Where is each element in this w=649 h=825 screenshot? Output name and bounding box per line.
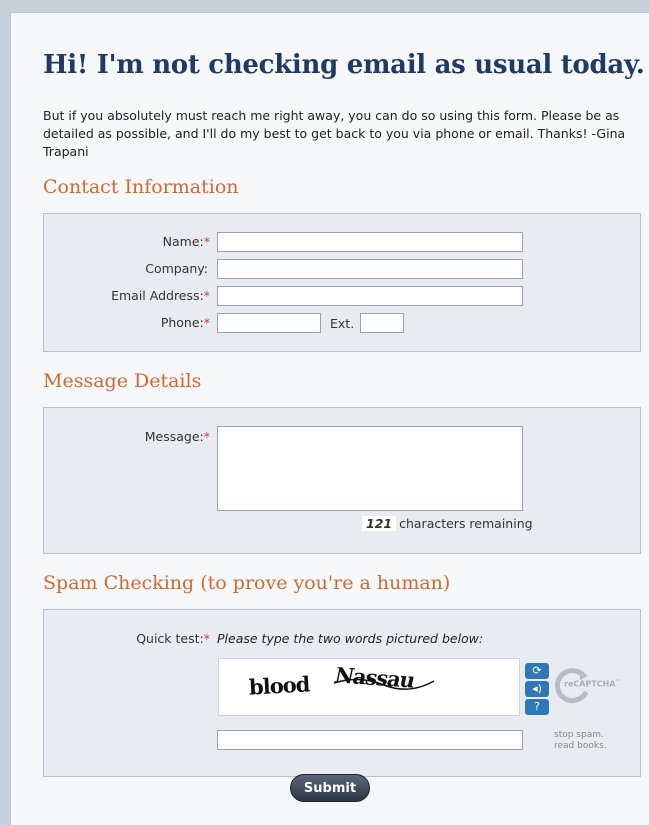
name-label: Name:* [162,234,210,249]
message-section-title: Message Details [43,370,202,392]
page-title: Hi! I'm not checking email as usual today. [43,50,645,80]
captcha-word-2: Nassau [332,662,417,693]
phone-label: Phone:* [160,315,210,330]
captcha-word-1: blood [248,671,310,700]
phone-input[interactable] [217,313,321,333]
company-label: Company: [145,261,208,276]
refresh-icon[interactable]: ⟳ [525,663,549,679]
chars-remaining [362,516,533,531]
spam-panel [43,609,641,777]
recaptcha-tm: ™ [615,679,621,685]
contact-panel [43,213,641,352]
message-textarea[interactable] [217,426,523,511]
ext-input[interactable] [360,313,404,333]
submit-button[interactable]: Submit [290,774,370,802]
audio-icon[interactable]: ◂) [525,681,549,697]
email-label: Email Address:* [111,288,210,303]
quick-test-label: Quick test:* [136,631,210,646]
captcha-noise-icon [329,665,439,701]
message-panel [43,407,641,554]
chars-remaining-count: 121 [362,516,396,531]
intro-text: But if you absolutely must reach me right away, you can do so using this form. Please be as detailed as possible, and I'll do my best to get back to you via phone or email. Thanks! -Gina Trapani [43,108,626,159]
chars-remaining-text: characters remaining [399,516,533,531]
recaptcha-logo [552,666,632,706]
help-icon[interactable]: ? [525,699,549,715]
recaptcha-tagline-1: stop spam. [554,730,604,740]
email-input[interactable] [217,286,523,306]
spam-section-title: Spam Checking (to prove you're a human) [43,572,451,594]
captcha-image [218,658,520,716]
company-input[interactable] [217,259,523,279]
contact-section-title: Contact Information [43,176,239,198]
page-content [10,12,649,825]
recaptcha-tagline [554,730,624,752]
message-label: Message:* [144,429,210,444]
recaptcha-tagline-2: read books. [554,741,607,751]
captcha-answer-input[interactable] [217,730,523,750]
captcha-instruction: Please type the two words pictured below: [217,631,484,646]
name-input[interactable] [217,232,523,252]
ext-label: Ext. [330,316,355,331]
recaptcha-logo-text: reCAPTCHA [564,679,616,689]
